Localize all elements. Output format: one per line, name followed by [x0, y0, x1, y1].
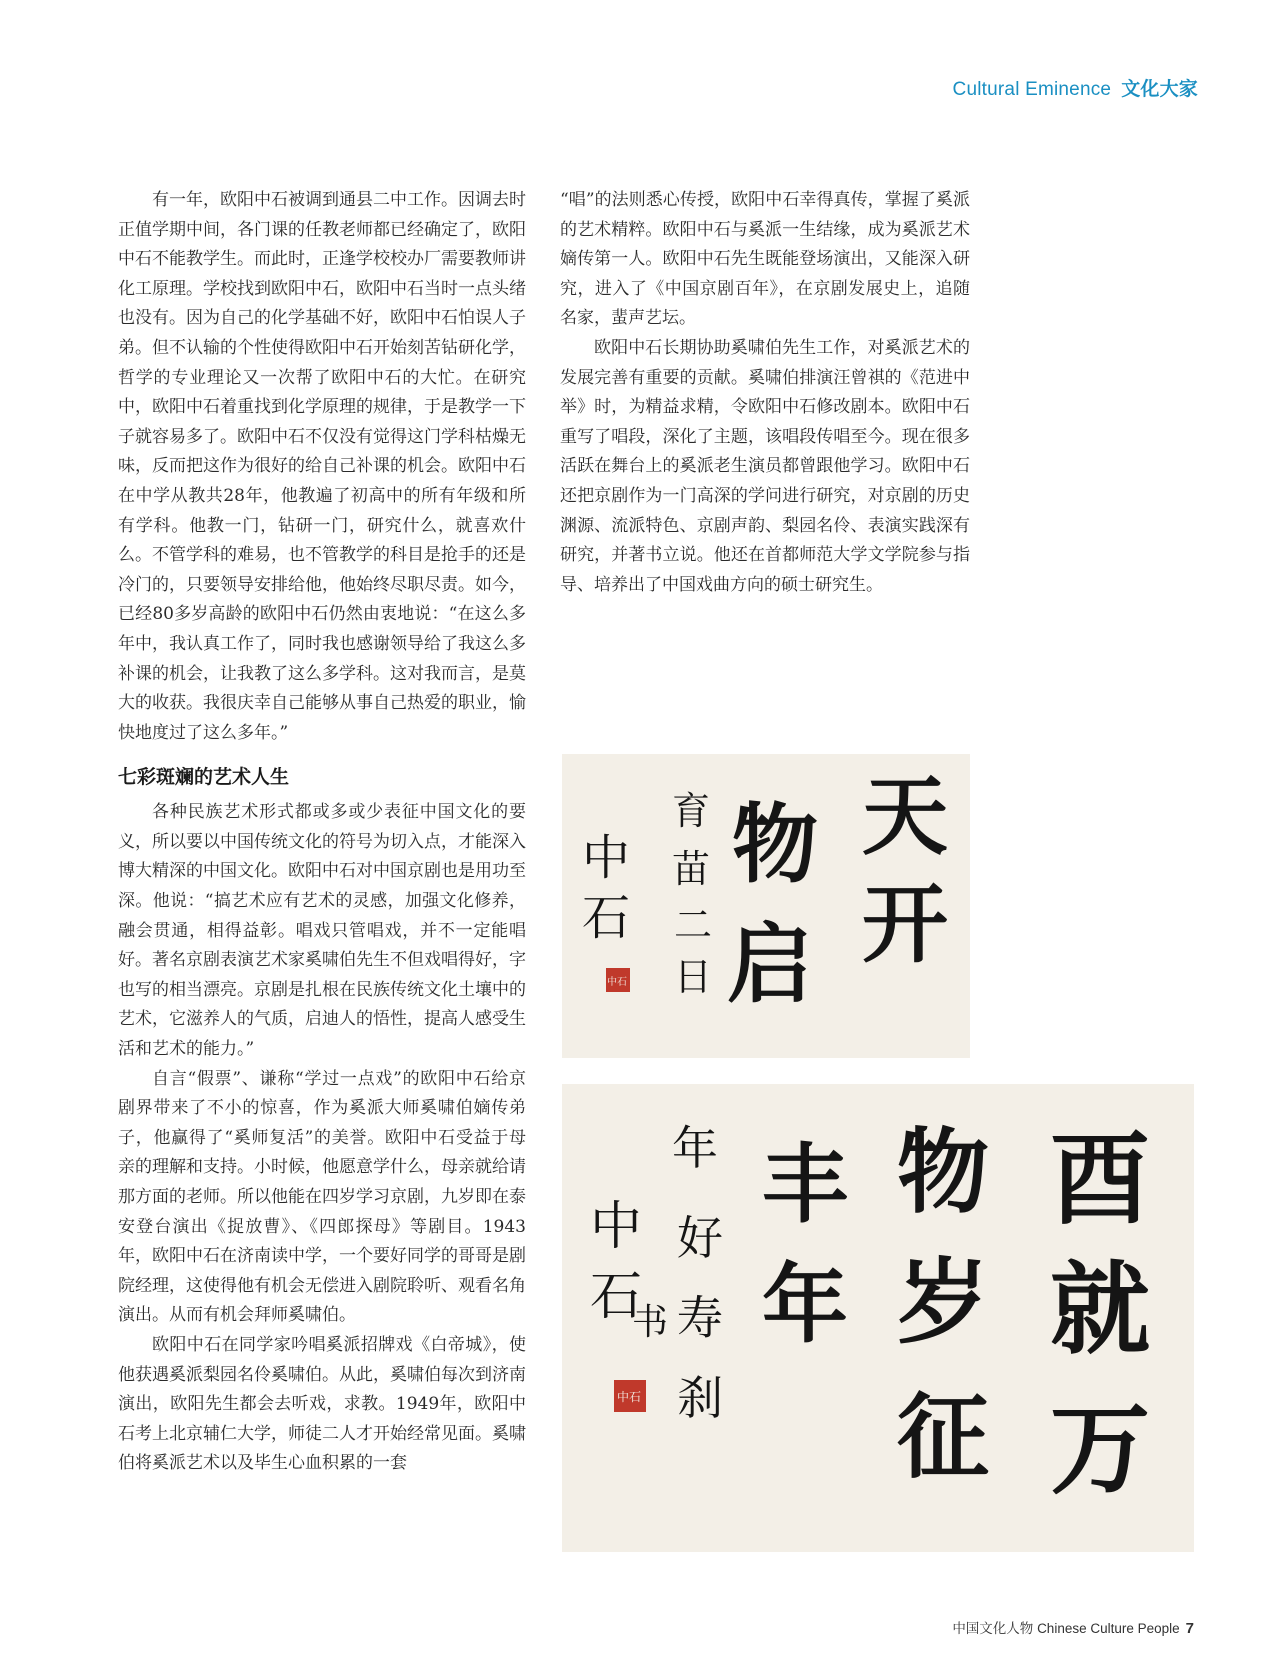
calligraphy-image-2: [562, 1084, 1194, 1552]
calligraphy-char: 刹: [677, 1371, 723, 1425]
calligraphy-char: 年: [762, 1254, 848, 1355]
calligraphy-artwork-2: [562, 1084, 1194, 1552]
calligraphy-signature: 中: [590, 1197, 643, 1257]
calligraphy-char: 丰: [762, 1134, 848, 1235]
page-footer: [952, 1617, 1194, 1637]
magazine-name: 中国文化人物 Chinese Culture People: [952, 1621, 1180, 1636]
calligraphy-char: 二: [674, 903, 713, 947]
calligraphy-char: 好: [677, 1211, 723, 1265]
body-paragraph: “唱”的法则悉心传授，欧阳中石幸得真传，掌握了奚派的艺术精粹。欧阳中石与奚派一生结缘，成为奚派艺术嫡传第一人。欧阳中石先生既能登场演出，又能深入研究，进入了《中国京剧百年》，在京剧发展史上，追随名家，蜚声艺坛。: [560, 190, 970, 329]
calligraphy-artwork-1: [562, 754, 970, 1058]
page-number: 7: [1185, 1620, 1194, 1637]
calligraphy-signature: 中: [582, 830, 631, 886]
calligraphy-signature: 石: [590, 1267, 643, 1327]
calligraphy-char: 物: [732, 794, 818, 895]
calligraphy-char: 征: [897, 1383, 990, 1491]
body-paragraph: 欧阳中石在同学家吟唱奚派招牌戏《白帝城》，使他获遇奚派梨园名伶奚啸伯。从此，奚啸伯每次到济南演出，欧阳先生都会去听戏，求教。1949年，欧阳中石考上北京辅仁大学，师徒二人才开始经常见面。奚啸伯将奚派艺术以及毕生心血积累的一套: [118, 1334, 526, 1474]
calligraphy-char: 年: [672, 1121, 718, 1175]
calligraphy-char: 育: [672, 789, 711, 833]
section-title-en: Cultural Eminence: [952, 79, 1112, 100]
calligraphy-char: 就: [1050, 1250, 1150, 1368]
seal-text: 中石: [607, 977, 627, 988]
body-paragraph: 有一年，欧阳中石被调到通县二中工作。因调去时正值学期中间，各门课的任教老师都已经确定了，欧阳中石不能教学生。而此时，正逢学校校办厂需要教师讲化工原理。学校找到欧阳中石，欧阳中石当时一点头绪也没有。因为自己的化学基础不好，欧阳中石怕误人子弟。但不认输的个性使得欧阳中石开始刻苦钻研化学，哲学的专业理论又一次帮了欧阳中石的大忙。在研究中，欧阳中石着重找到化学原理的规律，于是教学一下子就容易多了。欧阳中石不仅没有觉得这门学科枯燥无味，反而把这作为很好的给自己补课的机会。欧阳中石在中学从教共28年，他教遍了初高中的所有年级和所有学科。他教一门，钻研一门，研究什么，就喜欢什么。不管学科的难易，也不管教学的科目是抢手的还是冷门的，只要领导安排给他，他始终尽职尽责。如今，已经80多岁高龄的欧阳中石仍然由衷地说：“在这么多年中，我认真工作了，同时我也感谢领导给了我这么多补课的机会，让我教了这么多学科。这对我而言，是莫大的收获。我很庆幸自己能够从事自己热爱的职业，愉快地度过了这么多年。”: [118, 190, 526, 743]
calligraphy-signature: 石: [582, 890, 631, 946]
right-column: [560, 186, 970, 600]
calligraphy-char: 万: [1050, 1390, 1150, 1508]
section-title-cn: 文化大家: [1121, 78, 1198, 100]
calligraphy-signature: 书: [632, 1302, 669, 1343]
section-header: [953, 74, 1198, 101]
body-paragraph: 欧阳中石长期协助奚啸伯先生工作，对奚派艺术的发展完善有重要的贡献。奚啸伯排演汪曾祺的《范进中举》时，为精益求精，令欧阳中石修改剧本。欧阳中石重写了唱段，深化了主题，该唱段传唱至今。现在很多活跃在舞台上的奚派老生演员都曾跟他学习。欧阳中石还把京剧作为一门高深的学问进行研究，对京剧的历史渊源、流派特色、京剧声韵、梨园名伶、表演实践深有研究，并著书立说。他还在首都师范大学文学院参与指导、培养出了中国戏曲方向的硕士研究生。: [560, 337, 970, 595]
seal-text: 中石: [617, 1390, 642, 1404]
subheading: 七彩斑斓的艺术人生: [118, 766, 290, 789]
calligraphy-char: 寿: [677, 1291, 723, 1345]
body-paragraph: 各种民族艺术形式都或多或少表征中国文化的要义，所以要以中国传统文化的符号为切入点，才能深入博大精深的中国文化。欧阳中石对中国京剧也是用功至深。他说：“搞艺术应有艺术的灵感，加强文化修养，融会贯通，相得益彰。唱戏只管唱戏，并不一定能唱好。著名京剧表演艺术家奚啸伯先生不但戏唱得好，字也写的相当漂亮。京剧是扎根在民族传统文化土壤中的艺术，它滋养人的气质，启迪人的悟性，提高人感受生活和艺术的能力。”: [118, 802, 526, 1060]
left-column: [118, 186, 526, 1479]
calligraphy-char: 开: [862, 874, 948, 975]
calligraphy-char: 苗: [672, 847, 711, 891]
calligraphy-char: 岁: [897, 1248, 990, 1356]
calligraphy-char: 酉: [1050, 1120, 1150, 1238]
body-paragraph: 自言“假票”、谦称“学过一点戏”的欧阳中石给京剧界带来了不小的惊喜，作为奚派大师奚啸伯嫡传弟子，他赢得了“奚师复活”的美誉。欧阳中石受益于母亲的理解和支持。小时候，他愿意学什么，母亲就给请那方面的老师。所以他能在四岁学习京剧，九岁即在泰安登台演出《捉放曹》、《四郎探母》等剧目。1943年，欧阳中石在济南读中学，一个要好同学的哥哥是剧院经理，这使得他有机会无偿进入剧院聆听、观看名角演出。从而有机会拜师奚啸伯。: [118, 1068, 526, 1326]
calligraphy-image-1: [562, 754, 970, 1058]
calligraphy-char: 物: [897, 1118, 990, 1226]
calligraphy-char: 天: [862, 766, 948, 867]
calligraphy-char: 启: [727, 914, 813, 1015]
calligraphy-char: 日: [674, 955, 713, 999]
